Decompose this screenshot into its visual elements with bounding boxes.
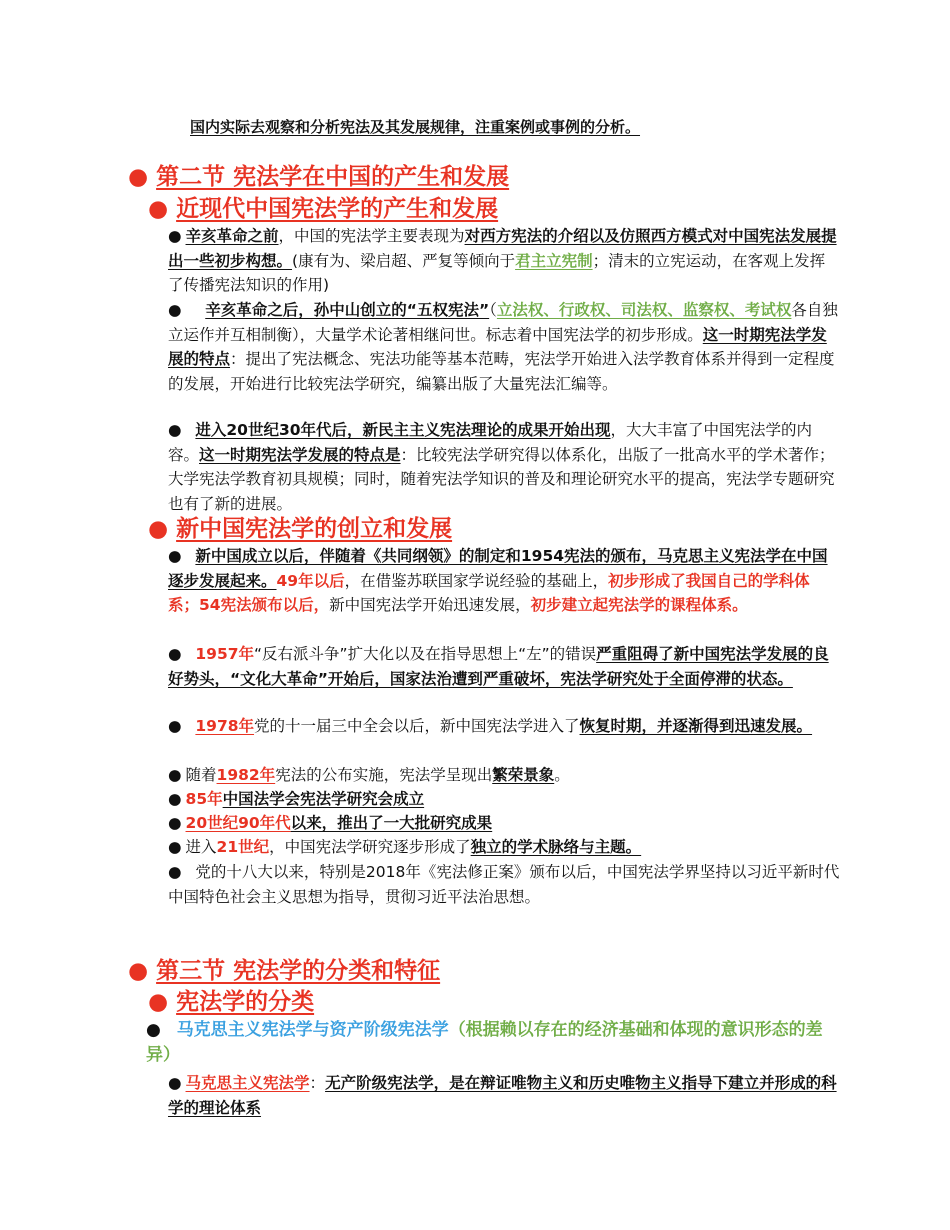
- bullet-icon: ●: [168, 301, 182, 319]
- bullet-icon: ●: [168, 766, 182, 784]
- paragraph-1985: [168, 787, 840, 812]
- highlight-term: 49年以后: [276, 571, 345, 590]
- highlight-term: 1957年: [195, 645, 255, 663]
- body-text: 。: [554, 766, 570, 784]
- body-text: 党的十八大以来，特别是2018年《宪法修正案》颁布以后，中国宪法学界坚持以习近平新时代中国特色社会主义思想为指导，贯彻习近平法治思想。: [168, 863, 840, 906]
- emphasis-text: 辛亥革命之后，孙中山创立的“五权宪法”: [205, 301, 490, 319]
- highlight-term: 初步建立起宪法学的课程体系。: [530, 596, 748, 614]
- paragraph-1930s: [168, 418, 840, 516]
- emphasis-text: 无产阶级宪法学，是在辩证唯物主义和历史唯物主义指导下建立并形成的科学的理论体系: [168, 1074, 837, 1117]
- body-text: 随着: [185, 766, 217, 784]
- body-text: ：: [309, 1074, 326, 1092]
- paragraph-pre-1911: [168, 224, 840, 298]
- emphasis-text: 恢复时期，并逐渐得到迅速发展。: [579, 717, 813, 735]
- body-text: ；清末的立宪运动，在客观上发挥了传播宪法知识的作用): [168, 251, 826, 294]
- body-text: 新中国宪法学开始迅速发展，: [329, 596, 531, 614]
- bullet-icon: ●: [168, 645, 182, 663]
- highlight-term: 1982年: [216, 766, 276, 784]
- emphasis-text: 中国法学会宪法学研究会成立: [222, 790, 425, 808]
- bullet-icon: ●: [128, 164, 149, 190]
- emphasis-text: 辛亥革命之前: [185, 227, 279, 245]
- highlight-term: 85年: [185, 790, 223, 808]
- bullet-icon: ●: [148, 516, 169, 542]
- body-text: ，中国宪法学研究逐步形成了: [269, 838, 471, 856]
- bullet-icon: ●: [168, 838, 182, 856]
- emphasis-text: 独立的学术脉络与主题。: [470, 838, 642, 856]
- section-2-title: 第二节 宪法学在中国的产生和发展: [156, 164, 510, 190]
- highlight-term: 1978年: [195, 717, 255, 735]
- body-text: ，在借鉴苏联国家学说经验的基础上，: [344, 571, 609, 590]
- highlight-term: 君主立宪制: [515, 251, 593, 270]
- emphasis-text: 这一时期宪法学发展的特点: [168, 325, 827, 368]
- section-2-sub-1-title: 近现代中国宪法学的产生和发展: [176, 196, 499, 222]
- highlight-term: 马克思主义宪法学: [185, 1074, 310, 1092]
- emphasis-text: 进入20世纪30年代后，新民主主义宪法理论的成果开始出现: [195, 421, 611, 439]
- bullet-icon: ●: [168, 227, 182, 245]
- bullet-icon: ●: [148, 989, 169, 1015]
- highlight-term: （根据赖以存在的经济基础和体现的意识形态的差异）: [146, 1020, 823, 1065]
- section-3-heading: [128, 956, 440, 986]
- emphasis-text: 对西方宪法的介绍以及仿照西方模式对中国宪法发展提出一些初步构想。: [168, 227, 837, 270]
- paragraph-1957: [168, 642, 840, 691]
- section-2-sub-2-title: 新中国宪法学的创立和发展: [176, 516, 453, 542]
- emphasis-text: 繁荣景象: [492, 766, 555, 784]
- body-text: 各自独立运作并互相制衡），大量学术论著相继问世。标志着中国宪法学的初步形成。: [168, 301, 838, 344]
- bullet-icon: ●: [168, 421, 182, 439]
- bullet-icon: ●: [146, 1020, 161, 1040]
- intro-text: 国内实际去观察和分析宪法及其发展规律，注重案例或事例的分析。: [190, 118, 641, 136]
- paragraph-post-1911: [168, 298, 840, 396]
- bullet-icon: ●: [168, 863, 182, 881]
- highlight-term: 初步形成了我国自己的学科体系；54宪法颁布以后，: [168, 571, 810, 614]
- bullet-icon: ●: [148, 196, 169, 222]
- bullet-icon: ●: [168, 547, 182, 565]
- emphasis-text: 新中国成立以后，伴随着《共同纲领》的制定和1954宪法的颁布，马克思主义宪法学在中国逐步发展起来。: [168, 547, 828, 590]
- paragraph-1982: [168, 763, 840, 788]
- body-text: 党的十一届三中全会以后，新中国宪法学进入了: [254, 717, 580, 735]
- highlight-term: 立法权、行政权、司法权、监察权、考试权: [496, 301, 792, 319]
- body-text: “反右派斗争”扩大化以及在指导思想上“左”的错误: [254, 645, 597, 663]
- body-text: ，大大丰富了中国宪法学的内容。: [168, 421, 813, 464]
- bullet-icon: ●: [168, 717, 182, 735]
- emphasis-text: 严重阻碍了新中国宪法学发展的良好势头，“文化大革命”开始后，国家法治遭到严重破坏，宪法学研究处于全面停滞的状态。: [168, 645, 829, 688]
- body-text: 宪法的公布实施，宪法学呈现出: [275, 766, 493, 784]
- body-text: ，中国的宪法学主要表现为: [278, 227, 465, 245]
- section-3-title: 第三节 宪法学的分类和特征: [156, 958, 441, 984]
- body-text: （: [489, 301, 497, 319]
- paragraph-marxist: [168, 1071, 840, 1120]
- section-2-heading: [128, 162, 509, 192]
- paragraph-21st-century: [168, 835, 840, 860]
- body-text: (康有为、梁启超、严复等倾向于: [292, 251, 516, 270]
- bullet-icon: ●: [168, 814, 182, 832]
- body-text: ：比较宪法学研究得以体系化，出版了一批高水平的学术著作；大学宪法学教育初具规模；同时，随着宪法学知识的普及和理论研究水平的提高，宪法学专题研究也有了新的进展。: [168, 445, 835, 513]
- section-2-sub-1-heading: [148, 194, 498, 224]
- body-text: 进入: [185, 838, 217, 856]
- paragraph-new-china: [168, 544, 840, 618]
- highlight-term: 20世纪90年代: [185, 814, 291, 832]
- paragraph-classification: [146, 1018, 846, 1068]
- section-2-sub-2-heading: [148, 514, 452, 544]
- emphasis-text: 这一时期宪法学发展的特点是: [199, 445, 401, 464]
- section-3-sub-1-heading: [148, 987, 314, 1017]
- bullet-icon: ●: [168, 790, 182, 808]
- emphasis-text: 以来，推出了一大批研究成果: [290, 814, 493, 832]
- body-text: ：提出了宪法概念、宪法功能等基本范畴，宪法学开始进入法学教育体系并得到一定程度的发展，开始进行比较宪法学研究，编纂出版了大量宪法汇编等。: [168, 350, 835, 393]
- section-3-sub-1-title: 宪法学的分类: [176, 989, 315, 1015]
- bullet-icon: ●: [168, 1074, 182, 1092]
- highlight-term: 21世纪: [216, 838, 270, 856]
- bullet-icon: ●: [128, 958, 149, 984]
- highlight-term: 马克思主义宪法学与资产阶级宪法学: [176, 1020, 449, 1040]
- paragraph-18th-congress: [168, 860, 840, 909]
- paragraph-1990s: [168, 811, 840, 836]
- paragraph-1978: [168, 714, 840, 739]
